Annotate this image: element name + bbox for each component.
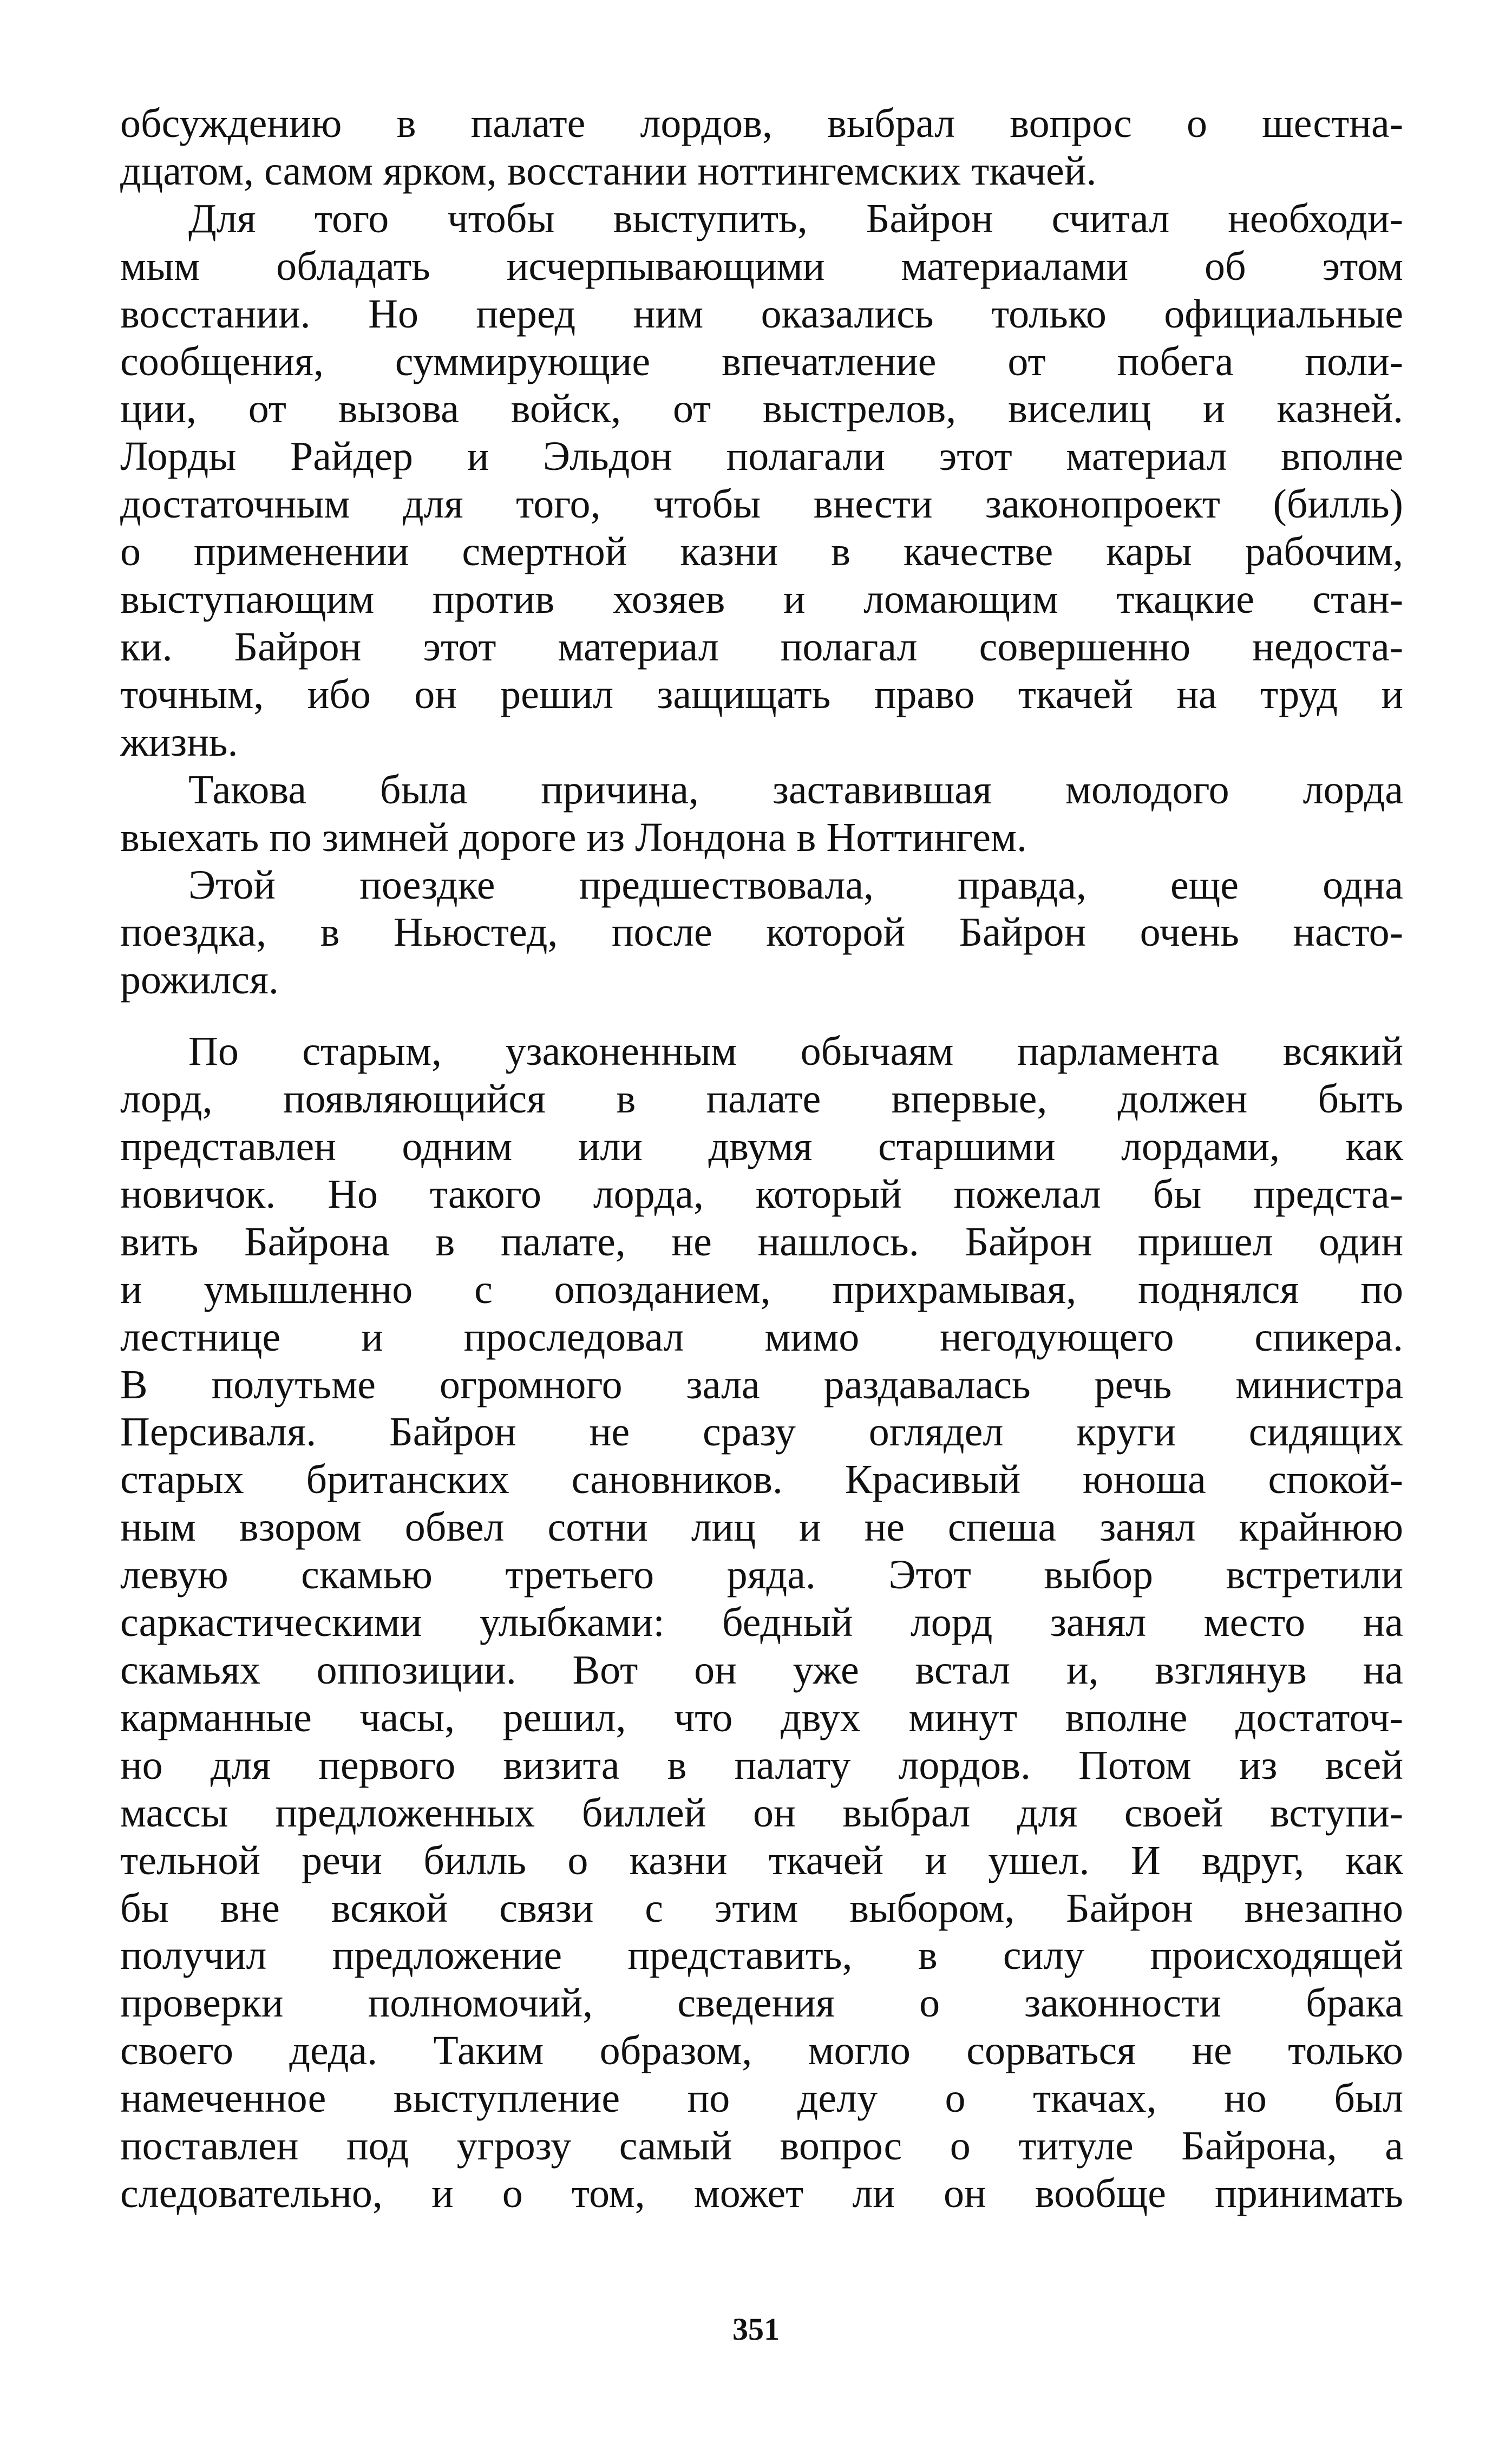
paragraph-4	[120, 862, 1403, 1005]
text-line: восстании. Но перед ним оказались только официальные	[120, 291, 1403, 337]
text-line: выехать по зимней дороге из Лондона в Ноттингем.	[120, 814, 1027, 860]
text-line: левую скамью третьего ряда. Этот выбор встретили	[120, 1552, 1403, 1598]
text-line: Персиваля. Байрон не сразу оглядел круги сидящих	[120, 1409, 1403, 1455]
paragraph-3	[120, 767, 1403, 862]
text-line: достаточным для того, чтобы внести законопроект (билль)	[120, 481, 1403, 527]
text-line: Этой поездке предшествовала, правда, еще одна	[188, 862, 1403, 908]
text-line: Для того чтобы выступить, Байрон считал необходи-	[188, 195, 1403, 241]
text-line: лорд, появляющийся в палате впервые, должен быть	[120, 1076, 1403, 1122]
text-line: и умышленно с опозданием, прихрамывая, поднялся по	[120, 1266, 1403, 1312]
text-line: обсуждению в палате лордов, выбрал вопрос о шестна-	[120, 101, 1403, 146]
text-line: скамьях оппозиции. Вот он уже встал и, взглянув на	[120, 1647, 1403, 1693]
text-line: Такова была причина, заставившая молодого лорда	[188, 767, 1403, 813]
paragraph-5	[120, 1028, 1403, 2218]
text-line: мым обладать исчерпывающими материалами об этом	[120, 243, 1403, 289]
text-line: новичок. Но такого лорда, который пожелал бы предста-	[120, 1171, 1403, 1217]
text-line: Лорды Райдер и Эльдон полагали этот материал вполне	[120, 434, 1403, 480]
text-line: В полутьме огромного зала раздавалась речь министра	[120, 1361, 1403, 1407]
text-line: следовательно, и о том, может ли он вообще принимать	[120, 2170, 1403, 2216]
text-line: ции, от вызова войск, от выстрелов, виселиц и казней.	[120, 386, 1403, 432]
text-line: вить Байрона в палате, не нашлось. Байрон пришел один	[120, 1219, 1403, 1265]
text-line: выступающим против хозяев и ломающим ткацкие стан-	[120, 577, 1403, 623]
text-line: ки. Байрон этот материал полагал совершенно недоста-	[120, 624, 1403, 670]
page-body	[120, 100, 1403, 2218]
text-line: дцатом, самом ярком, восстании ноттингемских ткачей.	[120, 148, 1097, 194]
text-line: бы вне всякой связи с этим выбором, Байрон внезапно	[120, 1885, 1403, 1931]
text-line: По старым, узаконенным обычаям парламента всякий	[188, 1029, 1403, 1075]
paragraph-2	[120, 195, 1403, 767]
text-line: но для первого визита в палату лордов. Потом из всей	[120, 1742, 1403, 1788]
text-line: проверки полномочий, сведения о законности брака	[120, 1980, 1403, 2026]
text-line: саркастическими улыбками: бедный лорд занял место на	[120, 1600, 1403, 1646]
text-line: представлен одним или двумя старшими лордами, как	[120, 1124, 1403, 1170]
text-line: получил предложение представить, в силу происходящей	[120, 1933, 1403, 1979]
text-line: лестнице и проследовал мимо негодующего спикера.	[120, 1314, 1403, 1360]
text-line: жизнь.	[120, 719, 238, 765]
text-line: поставлен под угрозу самый вопрос о титуле Байрона, а	[120, 2123, 1403, 2169]
text-line: старых британских сановников. Красивый юноша спокой-	[120, 1457, 1403, 1503]
text-line: карманные часы, решил, что двух минут вполне достаточ-	[120, 1694, 1403, 1740]
text-line: намеченное выступление по делу о ткачах, но был	[120, 2076, 1403, 2122]
page-number: 351	[732, 2312, 780, 2347]
text-line: поездка, в Ньюстед, после которой Байрон очень насто-	[120, 909, 1403, 955]
text-line: сообщения, суммирующие впечатление от побега поли-	[120, 338, 1403, 384]
text-line: о применении смертной казни в качестве кары рабочим,	[120, 529, 1403, 575]
text-line: массы предложенных биллей он выбрал для своей вступи-	[120, 1790, 1403, 1836]
text-line: своего деда. Таким образом, могло сорваться не только	[120, 2028, 1403, 2074]
text-line: ным взором обвел сотни лиц и не спеша занял крайнюю	[120, 1504, 1403, 1550]
text-line: точным, ибо он решил защищать право ткачей на труд и	[120, 671, 1403, 717]
text-line: тельной речи билль о казни ткачей и ушел. И вдруг, как	[120, 1837, 1403, 1883]
text-line: рожился.	[120, 957, 279, 1003]
paragraph-1	[120, 100, 1403, 195]
